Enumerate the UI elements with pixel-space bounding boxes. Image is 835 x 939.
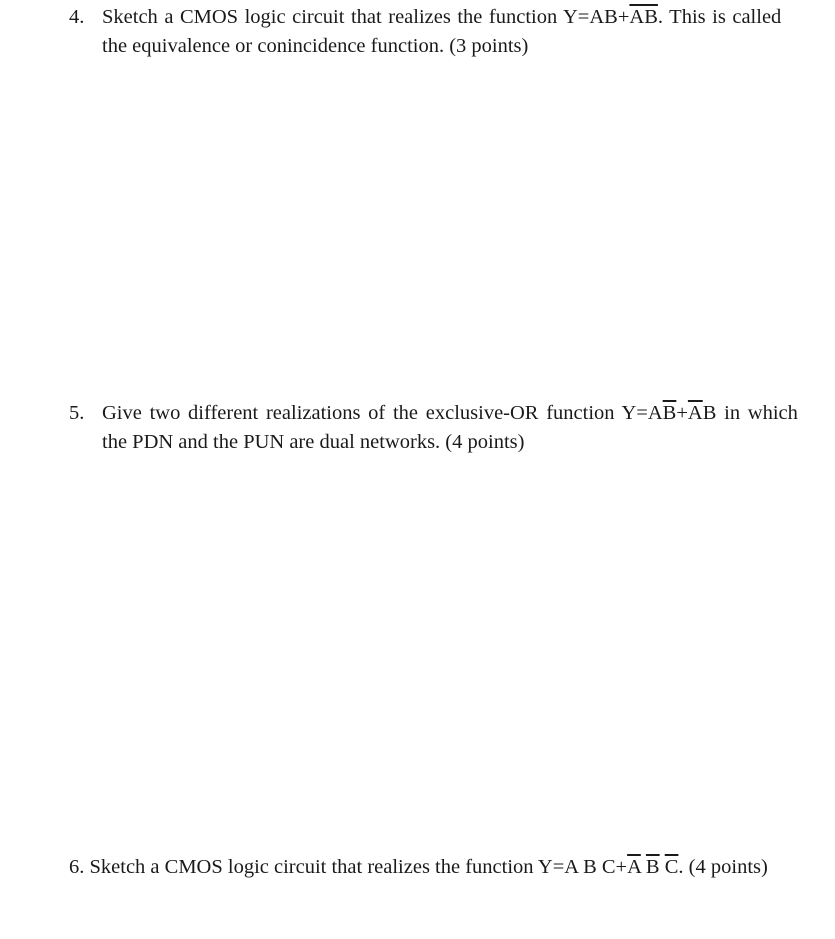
overlined-term: $\overline{B}$ (662, 402, 677, 424)
question-text-line-1 (69, 856, 768, 879)
question-number: 6. (69, 856, 85, 878)
question-number: 5. (69, 402, 85, 424)
question-text: Give two different realizations of the exclusive-OR function Y=A (102, 402, 663, 424)
question-text: . This is called (657, 6, 782, 28)
question-number: 4. (69, 6, 85, 28)
question-text: Sketch a CMOS logic circuit that realizes the function Y=A B C+ (89, 856, 628, 878)
overlined-term: $\overline{AB}$ (629, 6, 658, 28)
question-text: + (676, 402, 688, 424)
overlined-term: $\overline{A}$ (687, 402, 703, 424)
question-text-line-2: the PDN and the PUN are dual networks. (4 points) (102, 431, 525, 453)
question-text: Sketch a CMOS logic circuit that realizes the function Y=AB+ (102, 6, 630, 28)
question-text-line-2: the equivalence or conincidence function. (3 points) (102, 35, 529, 57)
question-text-line-1 (102, 402, 798, 425)
question-text-line-1 (102, 6, 781, 29)
question-text: B in which (702, 402, 798, 424)
overlined-term: $\overline{B}$ (645, 856, 660, 878)
overlined-term: $\overline{A}$ (627, 856, 641, 878)
question-text: . (4 points) (678, 856, 768, 878)
overlined-term: $\overline{C}$ (664, 856, 679, 878)
